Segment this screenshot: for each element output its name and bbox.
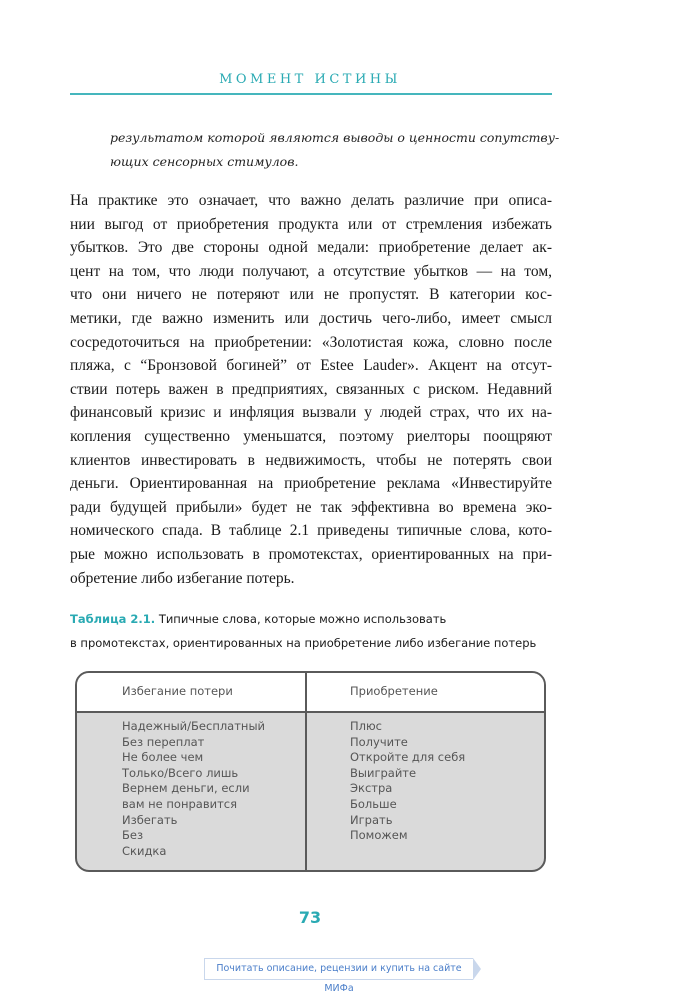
- body-line: рые можно использовать в промотекстах, ориентированных на при-: [70, 545, 552, 563]
- list-item: Выиграйте: [350, 765, 417, 780]
- list-item: Без: [122, 828, 144, 843]
- list-item: Откройте для себя: [350, 750, 466, 765]
- page-number: 73: [298, 908, 322, 927]
- avoid-loss-column: [122, 719, 265, 859]
- header-rule: [70, 93, 552, 95]
- body-line: ствии потерь важен в предприятиях, связанных с риском. Недавний: [70, 380, 552, 398]
- list-item: вам не понравится: [122, 796, 238, 811]
- body-line: клиентов инвестировать в недвижимость, чтобы не потерять свои: [70, 451, 552, 469]
- list-item: Только/Всего лишь: [122, 765, 239, 780]
- quote-line: ющих сенсорных стимулов.: [110, 154, 299, 169]
- caption-line-1: [70, 607, 570, 631]
- body-line: пляжа, с “Бронзовой богиней” от Estee Lauder». Акцент на отсут-: [70, 357, 552, 375]
- list-item: Скидка: [122, 843, 167, 858]
- body-line: деньги. Ориентированная на приобретение реклама «Инвестируйте: [70, 475, 552, 493]
- body-line: нии выгод от приобретения продукта или от стремления избежать: [70, 215, 552, 233]
- table-caption: [70, 607, 570, 655]
- words-table: [75, 671, 546, 872]
- caption-line-2: в промотекстах, ориентированных на приобретение либо избегание потерь: [70, 636, 537, 650]
- list-item: Вернем деньги, если: [122, 781, 250, 796]
- body-line: обретение либо избегание потерь.: [70, 569, 295, 587]
- list-item: Поможем: [350, 828, 408, 843]
- list-item: Больше: [350, 796, 397, 811]
- header-avoid-loss: Избегание потери: [122, 684, 233, 698]
- italic-quote: [110, 126, 560, 174]
- body-line: сосредоточиться на приобретении: «Золотистая кожа, словно после: [70, 333, 552, 351]
- body-line: копления существенно уменьшатся, поэтому риелторы поощряют: [70, 427, 552, 445]
- body-line: ради будущей прибыли» будет не так эффективна во времена эко-: [70, 498, 552, 516]
- body-line: На практике это означает, что важно делать различие при описа-: [70, 192, 552, 209]
- caption-label: Таблица 2.1.: [70, 612, 156, 626]
- caption-text: Типичные слова, которые можно использовать: [158, 612, 447, 626]
- list-item: Надежный/Бесплатный: [122, 719, 266, 733]
- body-line: финансовый кризис и инфляция вызвали у людей страх, что их на-: [70, 404, 552, 422]
- list-item: Плюс: [350, 719, 383, 733]
- list-item: Не более чем: [122, 750, 204, 765]
- header-gain: Приобретение: [350, 684, 438, 698]
- list-item: Избегать: [122, 812, 178, 827]
- body-line: что они ничего не потеряют или не пропустят. В категории кос-: [70, 286, 552, 304]
- body-paragraph: [70, 189, 552, 590]
- body-line: метики, где важно изменить или достичь чего-либо, имеет смысл: [70, 309, 552, 327]
- list-item: Без переплат: [122, 734, 205, 749]
- body-line: убытков. Это две стороны одной медали: приобретение делает ак-: [70, 239, 552, 257]
- body-line: номического спада. В таблице 2.1 приведены типичные слова, кото-: [70, 522, 552, 540]
- list-item: Играть: [350, 812, 393, 827]
- list-item: Получите: [350, 734, 408, 749]
- buy-book-link[interactable]: Почитать описание, рецензии и купить на сайте МИФа: [204, 958, 473, 980]
- list-item: Экстра: [350, 781, 393, 796]
- gain-column: [350, 719, 465, 844]
- chapter-title: МОМЕНТ ИСТИНЫ: [219, 72, 401, 87]
- body-line: цент на том, что люди получают, а отсутствие убытков — на том,: [70, 262, 552, 280]
- column-divider: [305, 673, 307, 870]
- quote-line: результатом которой являются выводы о ценности сопутству-: [110, 130, 560, 145]
